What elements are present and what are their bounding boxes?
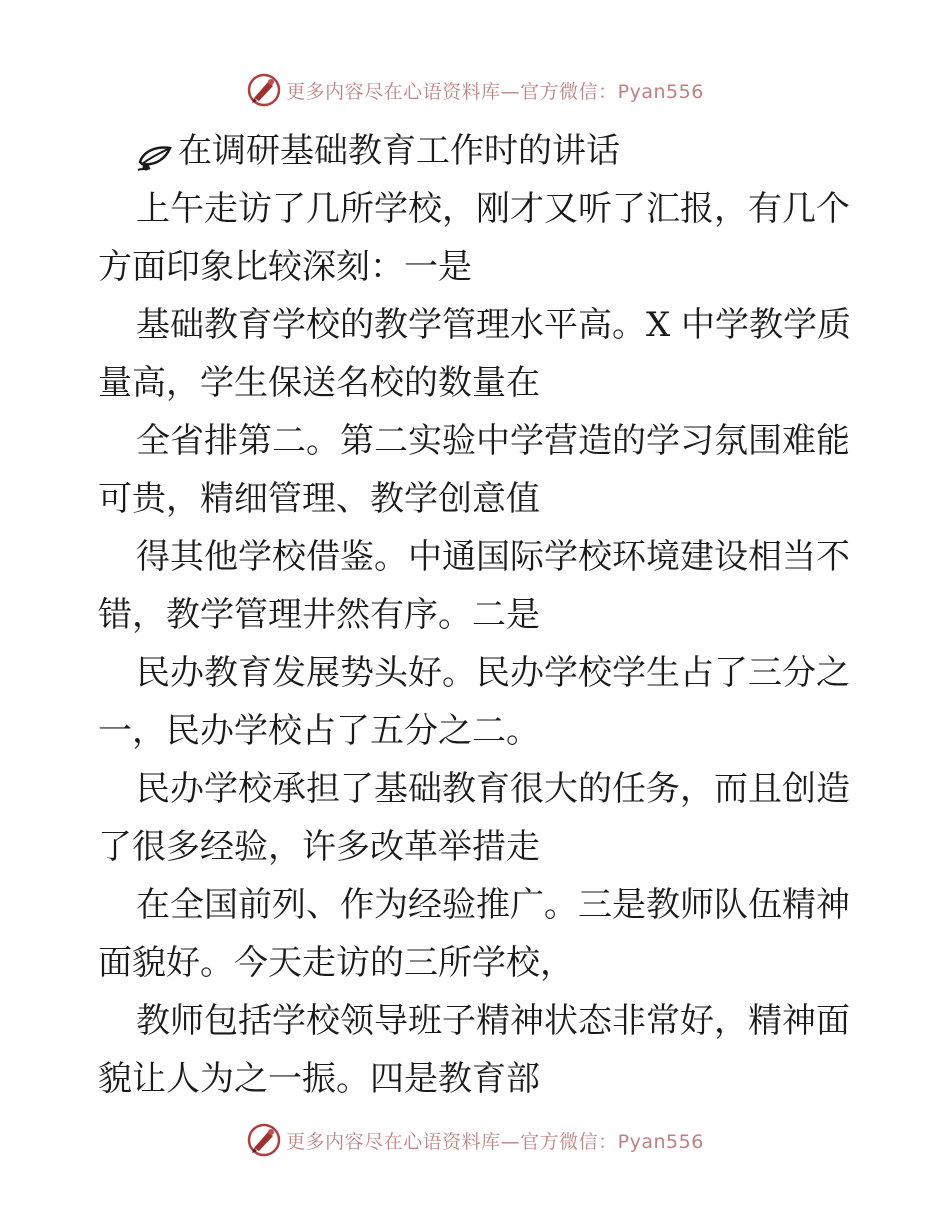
watermark-text: 更多内容尽在心语资料库—官方微信：Pyan556 (286, 80, 704, 103)
paragraph-line: 量高，学生保送名校的数量在 (98, 363, 540, 403)
paragraph-line: 全省排第二。第二实验中学营造的学习氛围难能 (136, 421, 850, 461)
paragraph-line: 上午走访了几所学校，刚才又听了汇报，有几个 (136, 189, 850, 229)
document-title: 在调研基础教育工作时的讲话 (178, 131, 620, 171)
watermark-text: 更多内容尽在心语资料库—官方微信：Pyan556 (286, 1130, 704, 1153)
paragraph-line: 民办教育发展势头好。民办学校学生占了三分之 (136, 653, 850, 693)
paragraph-line: 错，教学管理井然有序。二是 (98, 595, 540, 635)
paragraph-line: 在全国前列、作为经验推广。三是教师队伍精神 (136, 885, 850, 925)
paragraph-line: 得其他学校借鉴。中通国际学校环境建设相当不 (136, 537, 850, 577)
paragraph-line: 可贵，精细管理、教学创意值 (98, 479, 540, 519)
paragraph-line: 教师包括学校领导班子精神状态非常好，精神面 (136, 1001, 850, 1041)
footer-watermark (0, 1120, 950, 1160)
document-title-row (98, 122, 858, 180)
pen-logo-icon (246, 1122, 282, 1158)
paragraph-line: 了很多经验，许多改革举措走 (98, 827, 540, 867)
pen-logo-icon (246, 72, 282, 108)
header-watermark (0, 70, 950, 110)
paragraph-line: 貌让人为之一振。四是教育部 (98, 1059, 540, 1099)
paragraph-line: 民办学校承担了基础教育很大的任务，而且创造 (136, 769, 850, 809)
paragraph-line: 一，民办学校占了五分之二。 (98, 711, 540, 751)
paragraph-line: 面貌好。今天走访的三所学校， (98, 943, 574, 983)
paragraph-line: 方面印象比较深刻：一是 (98, 247, 472, 287)
document-body (98, 122, 858, 1108)
leaf-icon (136, 134, 176, 168)
paragraph-line: 基础教育学校的教学管理水平高。X 中学教学质 (136, 305, 852, 345)
